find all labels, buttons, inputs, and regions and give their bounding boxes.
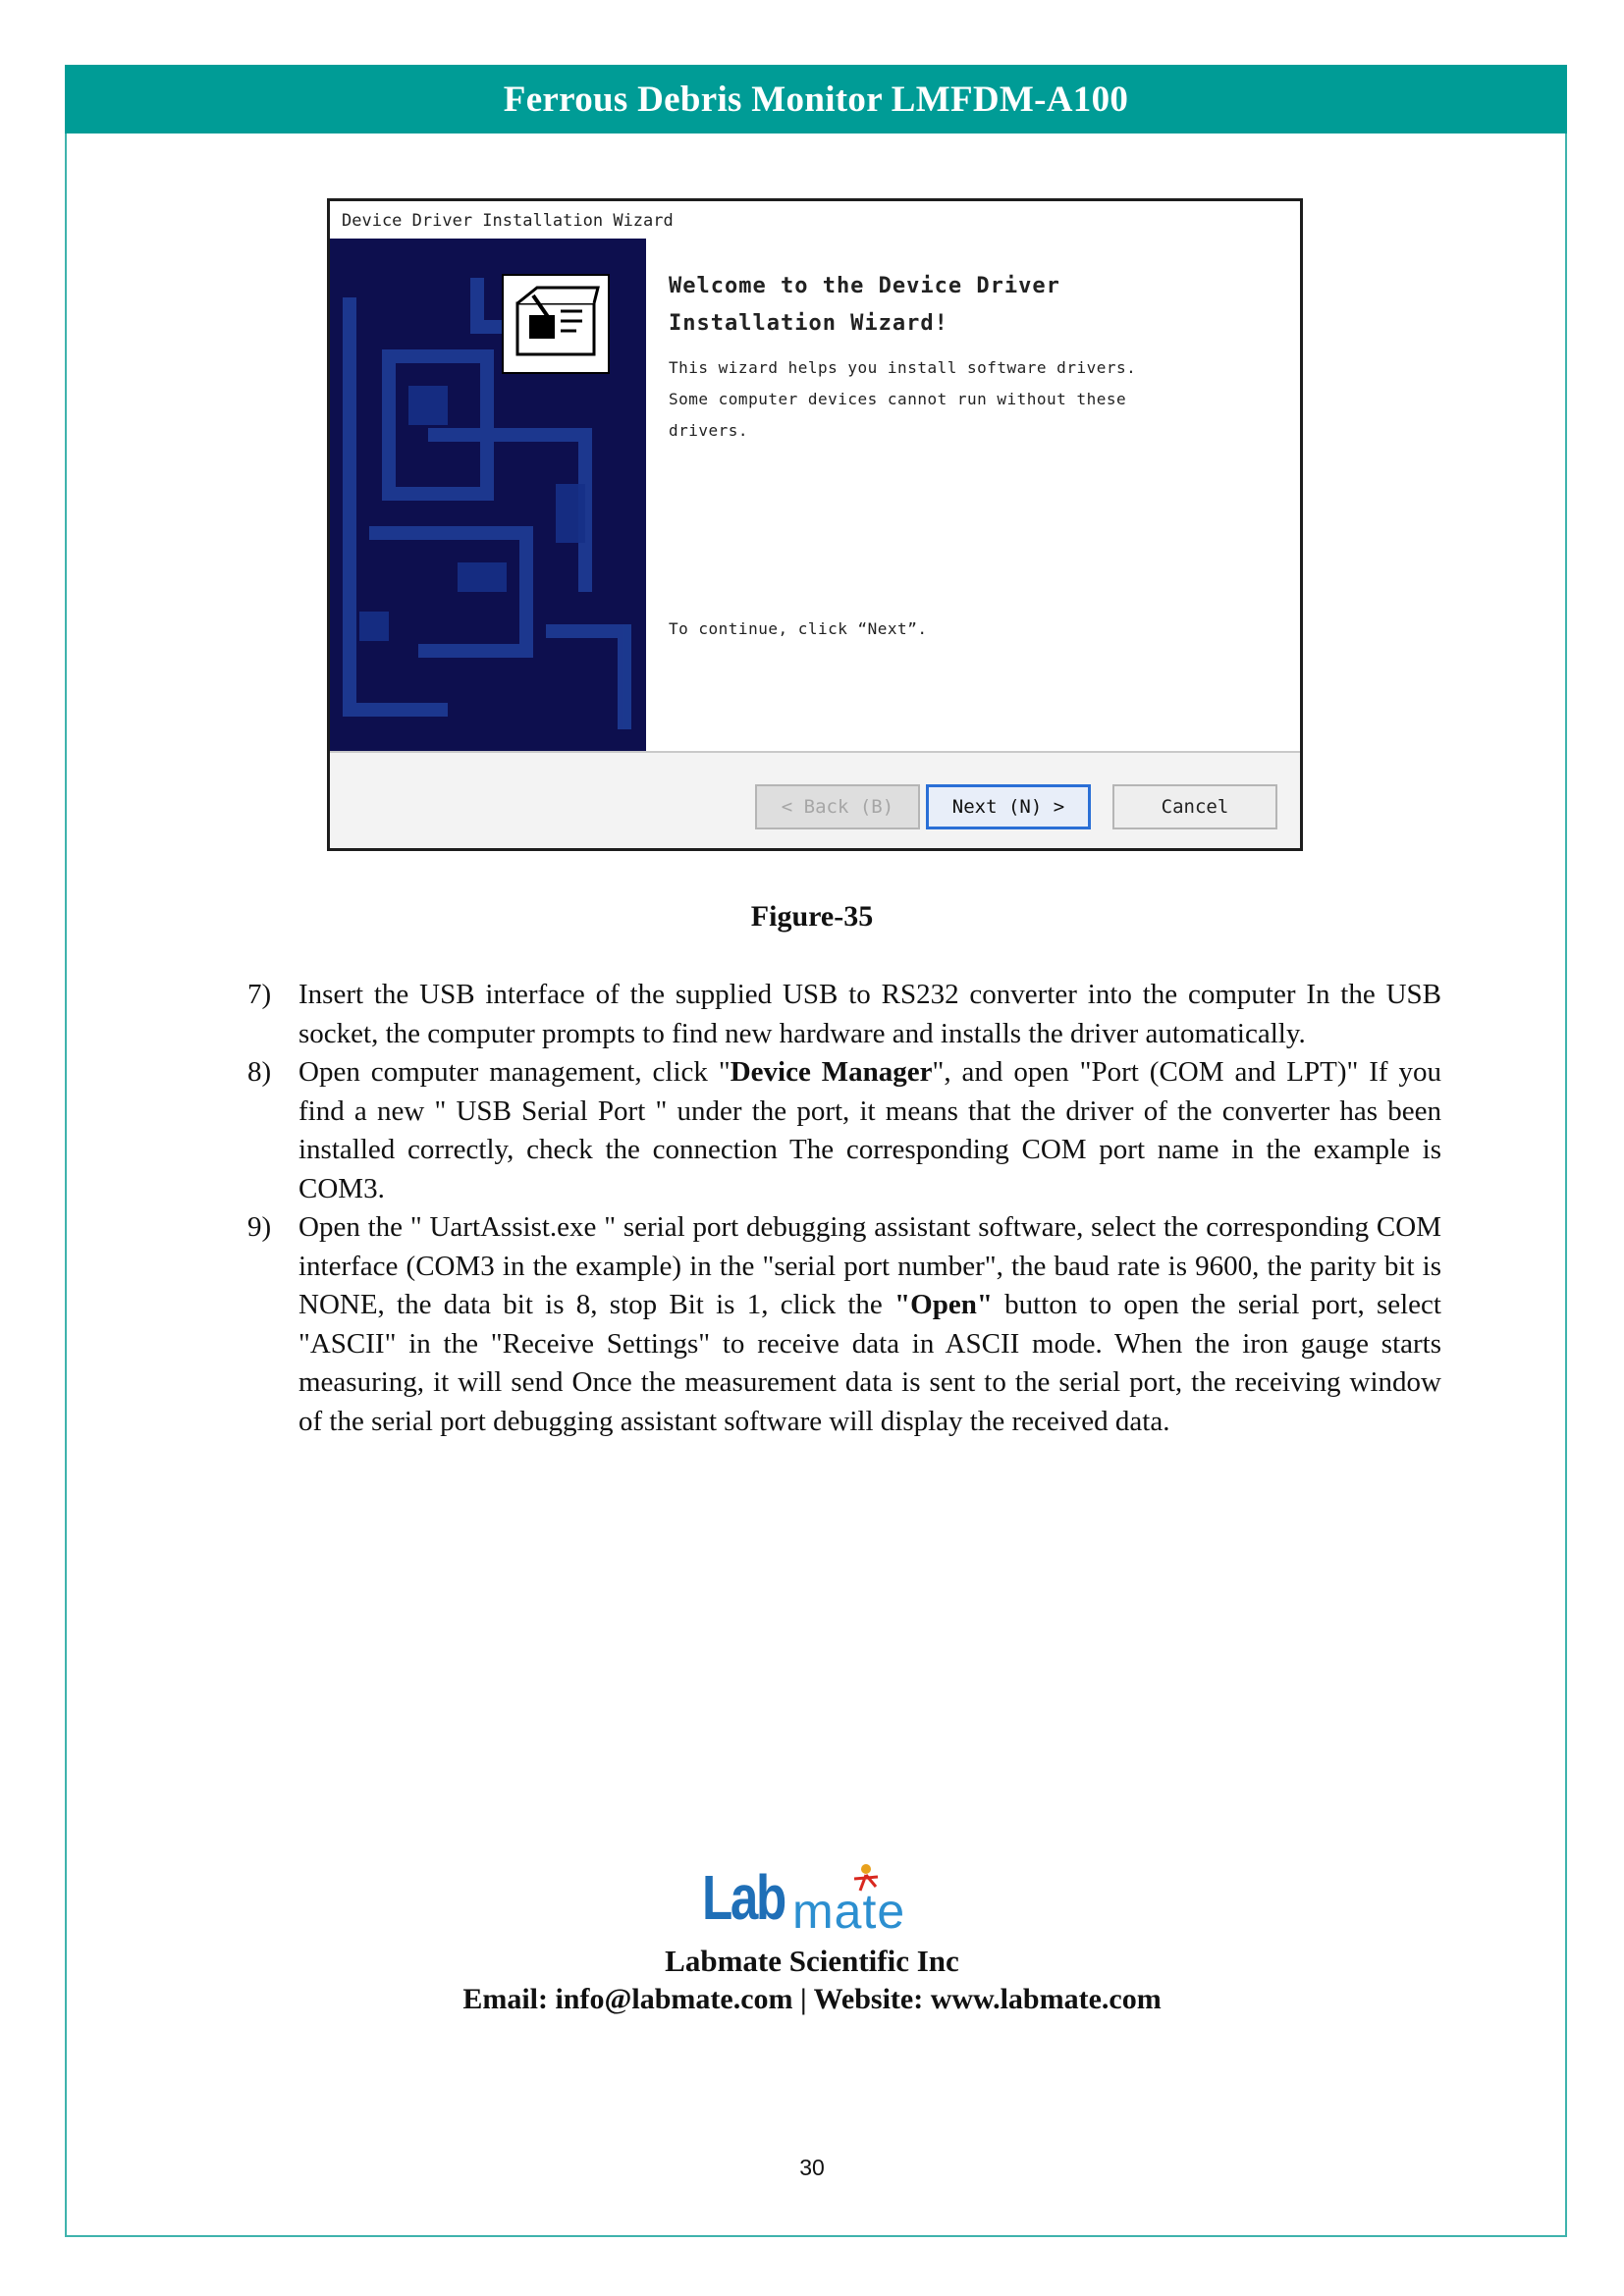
- wizard-heading: [669, 268, 1290, 343]
- cancel-button[interactable]: Cancel: [1112, 784, 1277, 829]
- step-text: Insert the USB interface of the supplied USB to RS232 converter into the computer In the USB socket, the computer prompts to find new hardware and installs the driver automatically.: [298, 979, 1441, 1049]
- page-number: 30: [799, 2155, 825, 2180]
- wizard-heading-line2: Installation Wizard!: [669, 311, 948, 336]
- step-text-part: ", and open "Port (COM and LPT)" If you find a new " USB Serial Port " under the port, it means that the driver of the converter has been installed correctly, check the connection The corresponding COM port name in the example is COM3.: [298, 1056, 1442, 1204]
- step-text-part: button to open the serial port, select "ASCII" in the "Receive Settings" to receive data in ASCII mode. When the iron gauge starts measuring, it will send Once the measurement data is sent to the serial port, the receiving window of the serial port debugging assistant software will display the received data.: [298, 1289, 1441, 1437]
- wizard-continue-text: To continue, click “Next”.: [669, 619, 928, 638]
- step-text: [298, 1208, 1441, 1441]
- step-number: 8): [247, 1056, 272, 1088]
- driver-wizard-screenshot: [327, 198, 1303, 851]
- company-name: Labmate Scientific Inc: [665, 1944, 959, 1978]
- logo-person-icon: [846, 1861, 886, 1896]
- document-title: Ferrous Debris Monitor LMFDM-A100: [503, 79, 1129, 120]
- document-header: [65, 65, 1567, 133]
- step-text-part: Open computer management, click ": [298, 1056, 731, 1088]
- contact-info: Email: info@labmate.com | Website: www.labmate.com: [462, 1983, 1162, 2015]
- wizard-content: [669, 239, 1290, 749]
- step-item: [247, 976, 1441, 1053]
- step-text-part: Open the " UartAssist.exe " serial port debugging assistant software, select the corresponding COM interface (COM3 in the example) in the "serial port number", the baud rate is 9600, the parity bit is NONE, the data bit is 8, stop Bit is 1, click the: [298, 1211, 1441, 1320]
- wizard-desc-line: drivers.: [669, 421, 749, 440]
- step-text: [298, 1053, 1441, 1208]
- step-item: [247, 1053, 1441, 1208]
- wizard-window-title: Device Driver Installation Wizard: [330, 201, 1300, 240]
- wizard-desc-line: Some computer devices cannot run without these: [669, 390, 1127, 408]
- wizard-side-banner: [330, 239, 646, 751]
- wizard-desc-line: This wizard helps you install software drivers.: [669, 358, 1137, 377]
- step-number: 9): [247, 1211, 272, 1243]
- instruction-steps: [247, 976, 1441, 1441]
- wizard-description: [669, 352, 1290, 447]
- step-text-bold: Device Manager: [730, 1056, 933, 1088]
- back-button[interactable]: < Back (B): [755, 784, 920, 829]
- wizard-heading-line1: Welcome to the Device Driver: [669, 274, 1060, 298]
- step-text-bold: "Open": [894, 1289, 993, 1320]
- figure-caption: Figure-35: [750, 900, 874, 933]
- step-number: 7): [247, 979, 272, 1010]
- logo-mate-text: mate: [792, 1884, 906, 1939]
- next-button[interactable]: Next (N) >: [926, 784, 1091, 829]
- installer-box-icon: [502, 274, 610, 374]
- labmate-logo: [702, 1861, 938, 1940]
- logo-lab-text: Lab: [702, 1862, 785, 1933]
- wizard-button-bar: [330, 751, 1300, 848]
- step-item: [247, 1208, 1441, 1441]
